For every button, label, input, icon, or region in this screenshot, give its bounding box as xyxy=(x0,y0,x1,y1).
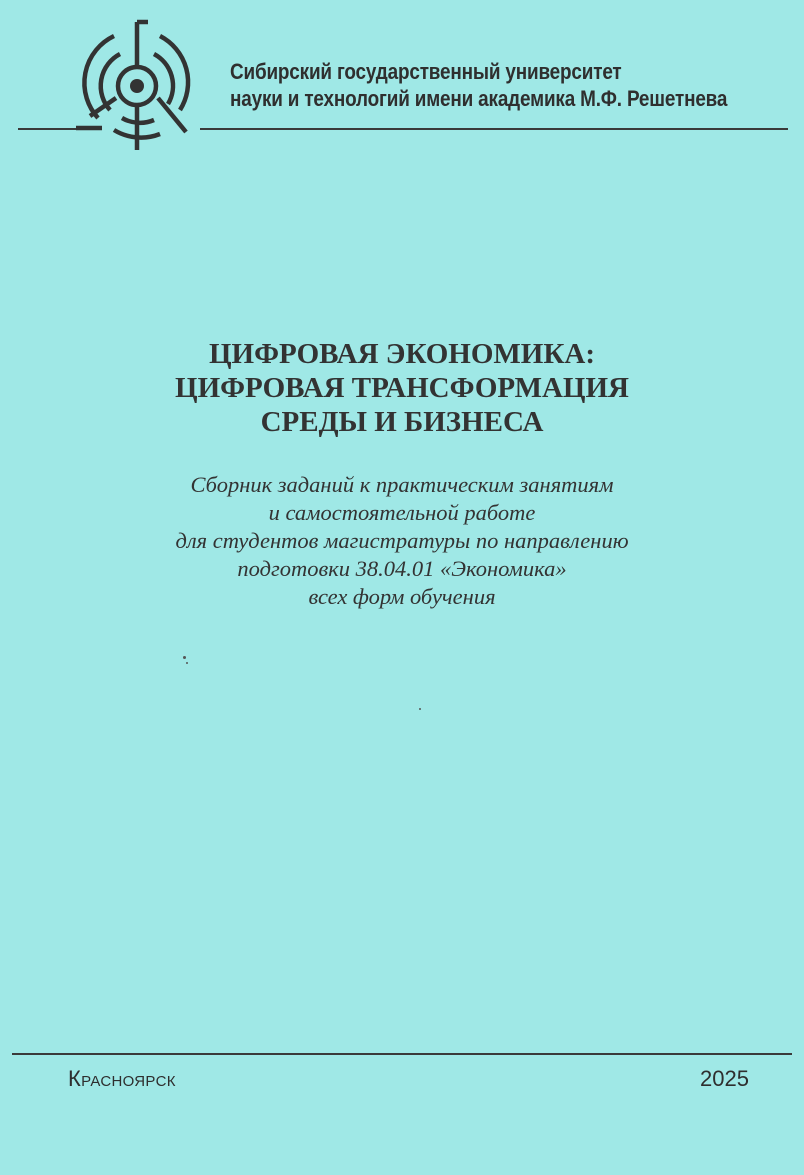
publication-city: Красноярск xyxy=(68,1066,176,1091)
speck xyxy=(419,708,421,710)
header-divider-left xyxy=(18,128,76,130)
subtitle-line: для студентов магистратуры по направлению xyxy=(175,528,629,553)
footer-divider xyxy=(12,1053,792,1055)
university-name xyxy=(230,58,728,112)
university-name-line2: науки и технологий имени академика М.Ф. Решетнева xyxy=(230,86,728,111)
book-title-line1: ЦИФРОВАЯ ЭКОНОМИКА: xyxy=(209,338,595,370)
header-divider-right xyxy=(200,128,788,130)
book-title-line3: СРЕДЫ И БИЗНЕСА xyxy=(260,406,544,438)
speck xyxy=(186,662,188,664)
book-title xyxy=(0,337,804,439)
publication-year: 2025 xyxy=(700,1066,749,1091)
subtitle-line: и самостоятельной работе xyxy=(268,500,536,525)
subtitle-line: Сборник заданий к практическим занятиям xyxy=(190,472,614,497)
subtitle-line: подготовки 38.04.01 «Экономика» xyxy=(237,556,567,581)
book-subtitle xyxy=(0,471,804,611)
book-title-line2: ЦИФРОВАЯ ТРАНСФОРМАЦИЯ xyxy=(175,372,629,404)
speck xyxy=(183,656,186,659)
university-emblem-icon xyxy=(76,14,198,152)
subtitle-line: всех форм обучения xyxy=(308,584,496,609)
university-name-line1: Сибирский государственный университет xyxy=(230,59,622,84)
